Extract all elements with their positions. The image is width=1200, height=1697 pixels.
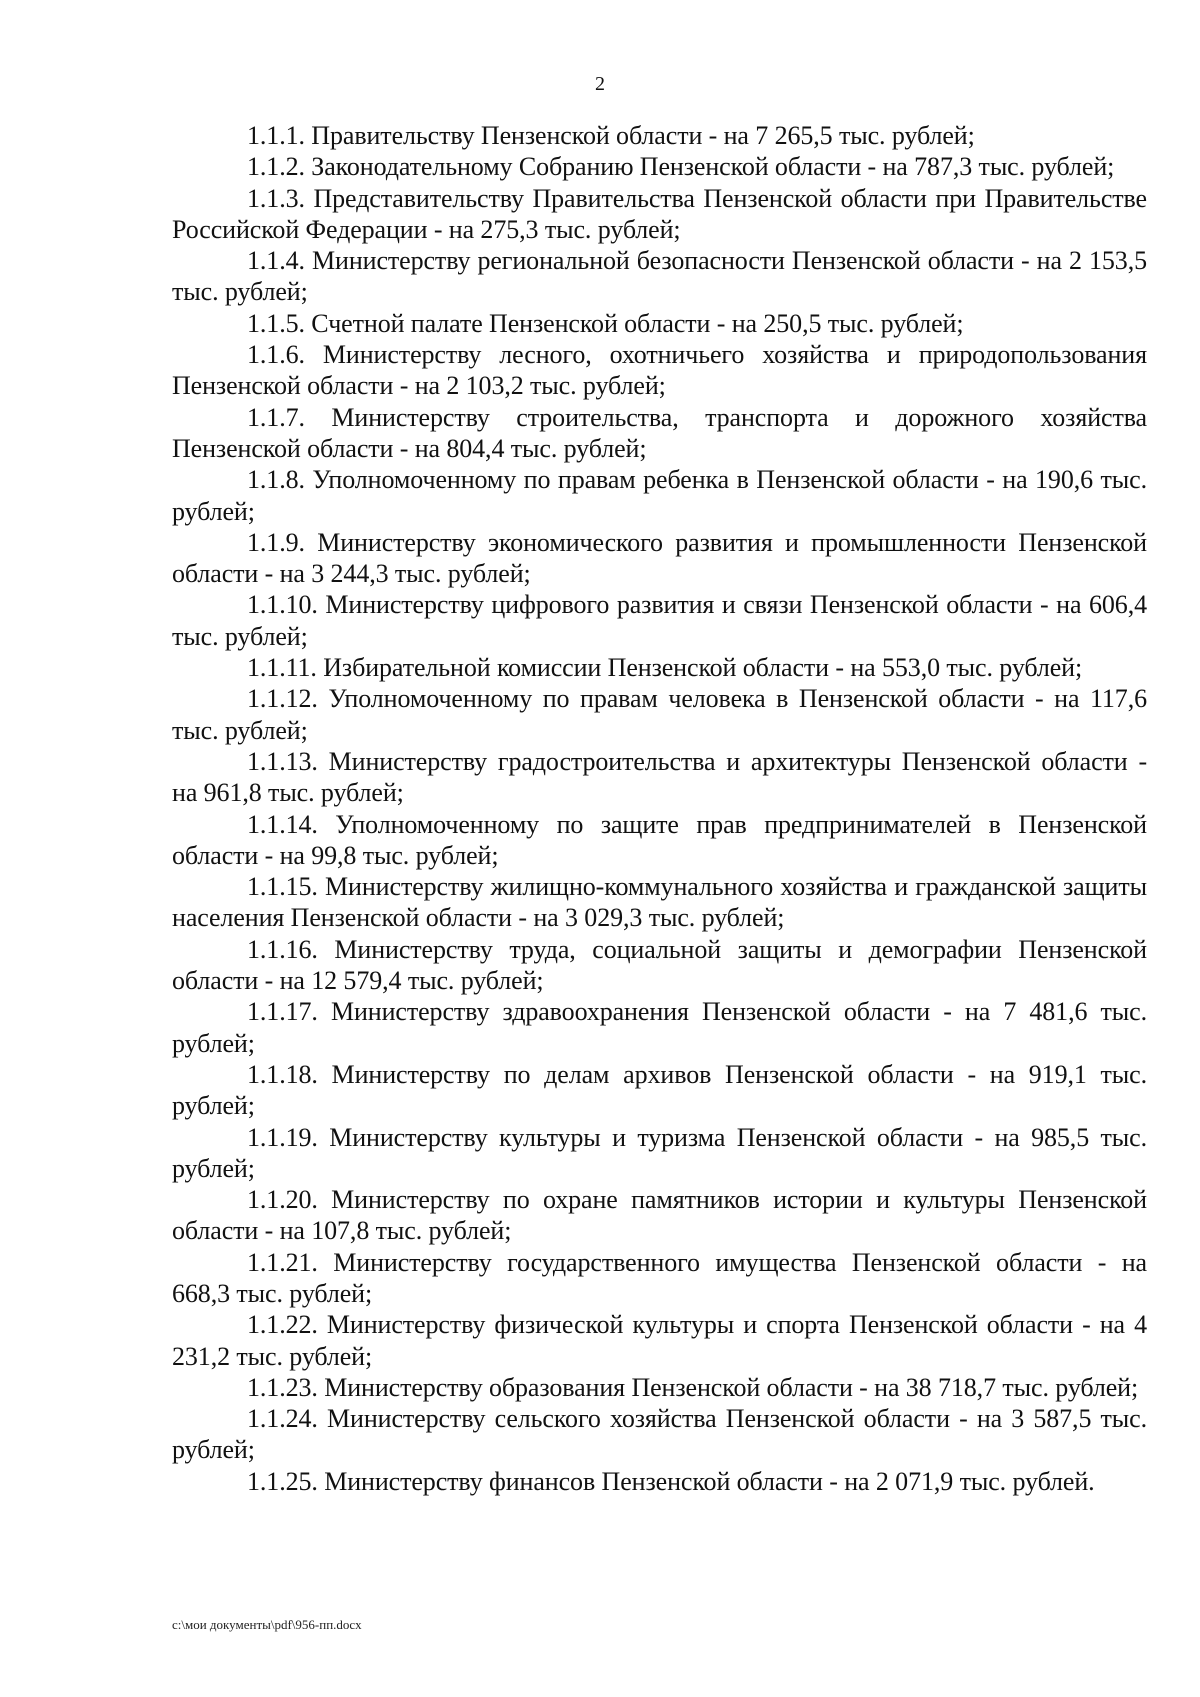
footer-file-path: c:\мои документы\pdf\956-пп.docx — [172, 1617, 362, 1632]
list-item: 1.1.6. Министерству лесного, охотничьего хозяйства и природопользования Пензенской области - на 2 103,2 тыс. рублей; — [172, 340, 1147, 401]
list-item: 1.1.7. Министерству строительства, транспорта и дорожного хозяйства Пензенской области - на 804,4 тыс. рублей; — [172, 402, 1147, 463]
list-item: 1.1.5. Счетной палате Пензенской области - на 250,5 тыс. рублей; — [247, 308, 964, 338]
list-item: 1.1.13. Министерству градостроительства и архитектуры Пензенской области - на 961,8 тыс. рублей; — [172, 746, 1147, 808]
list-item: 1.1.4. Министерству региональной безопасности Пензенской области - на 2 153,5 тыс. рублей; — [172, 246, 1147, 307]
document-body — [172, 120, 1147, 1497]
list-item: 1.1.12. Уполномоченному по правам человека в Пензенской области - на 117,6 тыс. рублей; — [172, 684, 1147, 745]
list-item: 1.1.10. Министерству цифрового развития и связи Пензенской области - на 606,4 тыс. рублей; — [172, 590, 1147, 651]
list-item: 1.1.2. Законодательному Собранию Пензенской области - на 787,3 тыс. рублей; — [247, 152, 1115, 182]
list-item: 1.1.16. Министерству труда, социальной защиты и демографии Пензенской области - на 12 579,4 тыс. рублей; — [172, 934, 1147, 996]
list-item: 1.1.18. Министерству по делам архивов Пензенской области - на 919,1 тыс. рублей; — [172, 1059, 1147, 1121]
list-item: 1.1.19. Министерству культуры и туризма Пензенской области - на 985,5 тыс. рублей; — [172, 1122, 1147, 1183]
list-item: 1.1.21. Министерству государственного имущества Пензенской области - на 668,3 тыс. рублей; — [172, 1247, 1147, 1308]
list-item: 1.1.22. Министерству физической культуры и спорта Пензенской области - на 4 231,2 тыс. рублей; — [172, 1310, 1147, 1371]
list-item: 1.1.8. Уполномоченному по правам ребенка в Пензенской области - на 190,6 тыс. рублей; — [172, 465, 1147, 526]
list-item: 1.1.15. Министерству жилищно-коммунального хозяйства и гражданской защиты населения Пензенской области - на 3 029,3 тыс. рублей; — [172, 872, 1147, 933]
list-item: 1.1.25. Министерству финансов Пензенской области - на 2 071,9 тыс. рублей. — [247, 1466, 1095, 1496]
list-item: 1.1.3. Представительству Правительства Пензенской области при Правительстве Российской Федерации - на 275,3 тыс. рублей; — [172, 183, 1147, 244]
list-item: 1.1.11. Избирательной комиссии Пензенской области - на 553,0 тыс. рублей; — [247, 653, 1083, 683]
list-item: 1.1.17. Министерству здравоохранения Пензенской области - на 7 481,6 тыс. рублей; — [172, 997, 1147, 1058]
page-number: 2 — [595, 73, 605, 95]
list-item: 1.1.23. Министерству образования Пензенской области - на 38 718,7 тыс. рублей; — [247, 1372, 1139, 1402]
list-item: 1.1.14. Уполномоченному по защите прав предпринимателей в Пензенской области - на 99,8 тыс. рублей; — [172, 809, 1147, 870]
list-item: 1.1.1. Правительству Пензенской области - на 7 265,5 тыс. рублей; — [247, 121, 975, 150]
list-item: 1.1.9. Министерству экономического развития и промышленности Пензенской области - на 3 244,3 тыс. рублей; — [172, 527, 1147, 589]
list-item: 1.1.24. Министерству сельского хозяйства Пензенской области - на 3 587,5 тыс. рублей; — [172, 1404, 1147, 1465]
list-item: 1.1.20. Министерству по охране памятников истории и культуры Пензенской области - на 107,8 тыс. рублей; — [172, 1185, 1147, 1246]
